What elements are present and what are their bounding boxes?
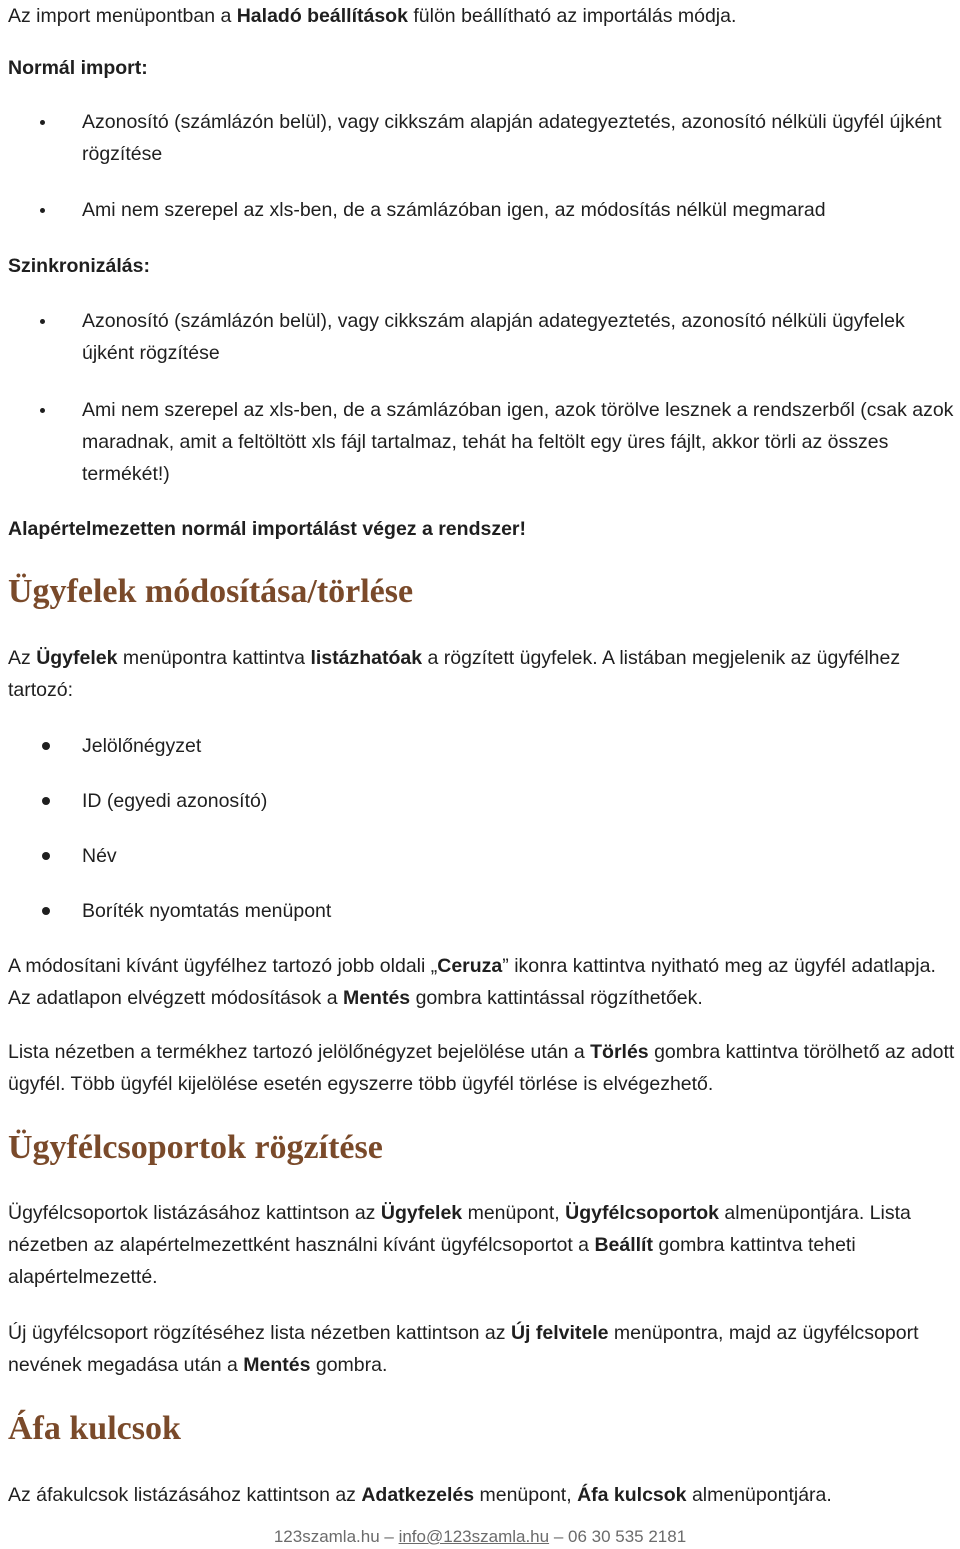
modify-paragraph-3: Lista nézetben a termékhez tartozó jelölőnégyzet bejelölése után a Törlés gombra kattintva törölhető az adott ügyfél. Több ügyfél kijelölése esetén egyszerre több ügyfél törlése is elvégezhető. — [8, 1041, 955, 1095]
bullet-icon — [40, 208, 45, 213]
bullet-icon — [40, 120, 45, 125]
sync-title: Szinkronizálás: — [8, 255, 150, 277]
bullet-icon — [42, 852, 50, 860]
page-footer: 123szamla.hu – info@123szamla.hu – 06 30 535 2181 — [273, 1527, 687, 1546]
footer-site: 123szamla.hu — [273, 1527, 380, 1546]
normal-import-title: Normál import: — [8, 57, 148, 79]
vat-paragraph-1: Az áfakulcsok listázásához kattintson az Adatkezelés menüpont, Áfa kulcsok almenüpontjára. — [8, 1484, 832, 1506]
intro-text-end: fülön beállítható az importálás módja. — [407, 5, 737, 27]
modify-paragraph-1: Az Ügyfelek menüpontra kattintva listázhatóak a rögzített ügyfelek. A listában megjelenik az ügyfélhez tartozó: — [8, 647, 901, 701]
bullet-icon — [42, 742, 50, 750]
bullet-icon — [40, 319, 45, 324]
modify-paragraph-2: A módosítani kívánt ügyfélhez tartozó jobb oldali „Ceruza” ikonra kattintva nyitható meg az ügyfél adatlapja. Az adatlapon elvégzett módosítások a Mentés gombra kattintással rögzíthetőek. — [8, 955, 936, 1009]
groups-paragraph-1: Ügyfélcsoportok listázásához kattintson az Ügyfelek menüpont, Ügyfélcsoportok almenüpontjára. Lista nézetben az alapértelmezettként használni kívánt ügyfélcsoportot a Beállít gombra kattintva teheti alapértelmezetté. — [8, 1202, 911, 1288]
groups-paragraph-2: Új ügyfélcsoport rögzítéséhez lista nézetben kattintson az Új felvitele menüpontra, majd az ügyfélcsoport nevének megadása után a Mentés gombra. — [8, 1322, 919, 1376]
intro-paragraph — [8, 0, 960, 32]
intro-bold: Haladó beállítások — [236, 5, 408, 27]
section-heading-modify: Ügyfelek módosítása/törlése — [8, 573, 414, 610]
footer-phone: 06 30 535 2181 — [568, 1527, 687, 1546]
intro-text: Az import menüpontban a — [8, 5, 237, 27]
bullet-icon — [42, 797, 50, 805]
bullet-icon — [42, 907, 50, 915]
section-heading-groups: Ügyfélcsoportok rögzítése — [8, 1129, 383, 1166]
default-note: Alapértelmezetten normál importálást végez a rendszer! — [8, 518, 526, 540]
bullet-icon — [40, 408, 45, 413]
footer-email-link[interactable]: info@123szamla.hu — [398, 1527, 550, 1546]
section-heading-vat: Áfa kulcsok — [8, 1410, 181, 1447]
